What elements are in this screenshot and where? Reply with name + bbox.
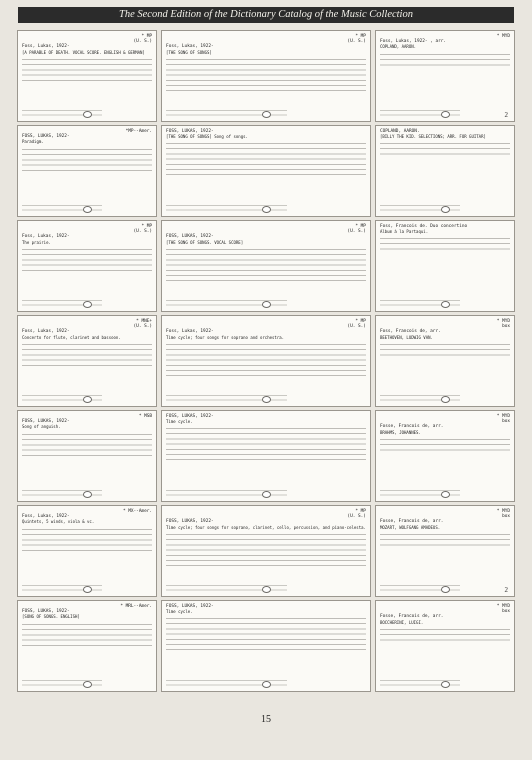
card-punch-hole bbox=[262, 586, 271, 593]
card-title: Time cycle. bbox=[166, 419, 193, 425]
card-punch-hole bbox=[262, 396, 271, 403]
card-punch-hole bbox=[262, 681, 271, 688]
card-text-lines bbox=[22, 147, 152, 173]
card-punch-hole bbox=[441, 586, 450, 593]
call-number-sub: (U. S.) bbox=[347, 229, 366, 235]
card-title: Album à la Partaqui. bbox=[379, 229, 429, 235]
call-number-sub: (U. S.) bbox=[133, 324, 153, 330]
catalog-card bbox=[161, 125, 371, 217]
card-title: [THE SONG OF SONGS. VOCAL SCORE] bbox=[166, 239, 244, 245]
card-text-lines bbox=[380, 437, 510, 453]
card-punch-hole bbox=[441, 301, 450, 308]
card-title: Time cycle; four songs for soprano and orchestra. bbox=[166, 334, 285, 340]
card-title: MOZART, WOLFGANG AMADEUS. bbox=[379, 524, 441, 530]
card-heading: Fosse, Francois de, arr. bbox=[379, 519, 444, 525]
catalog-card bbox=[375, 505, 515, 597]
call-number: * MP bbox=[355, 224, 366, 229]
card-punch-hole bbox=[83, 586, 92, 593]
card-punch-hole bbox=[83, 206, 92, 213]
card-text-lines bbox=[22, 247, 152, 273]
call-number-sub: (U. S.) bbox=[133, 229, 153, 235]
call-number: * MYD bbox=[496, 509, 510, 514]
catalog-card bbox=[375, 600, 515, 692]
card-text-lines bbox=[380, 627, 510, 643]
card-heading: FOSS, LUKAS, 1922- bbox=[22, 134, 70, 140]
call-number: * MRL--Amer. bbox=[120, 604, 153, 609]
card-punch-hole bbox=[83, 491, 92, 498]
card-punch-hole bbox=[262, 111, 271, 118]
card-title: [BILLY THE KID. SELECTIONS; ARR. FOR GUITAR] bbox=[379, 134, 486, 140]
card-heading: FOSS, LUKAS, 1922- bbox=[166, 414, 214, 419]
call-number: * MYD bbox=[496, 34, 510, 39]
call-number-sub: (U. S.) bbox=[133, 39, 153, 45]
card-title: Song of anguish. bbox=[22, 424, 61, 430]
card-heading: Foss, Lukas, 1922- bbox=[22, 234, 70, 240]
card-text-lines bbox=[380, 532, 510, 548]
card-heading: Foss, Francois de, arr. bbox=[379, 329, 441, 335]
catalog-card bbox=[17, 600, 157, 692]
card-text-lines bbox=[166, 616, 366, 652]
card-title: Time cycle; four songs for soprano, clarinet, cello, percussion, and piano-celesta. bbox=[166, 524, 366, 530]
card-title: Quintets, 5 winds, viola & vc. bbox=[22, 519, 95, 525]
card-title: COPLAND, AARON. bbox=[379, 44, 417, 50]
call-number-sub: (U. S.) bbox=[347, 324, 366, 330]
call-number: * MP bbox=[355, 319, 366, 324]
card-punch-hole bbox=[441, 491, 450, 498]
call-number-sub: box bbox=[502, 514, 510, 520]
call-number: * MP bbox=[141, 34, 153, 39]
card-text-lines bbox=[380, 236, 510, 252]
card-punch-hole bbox=[441, 396, 450, 403]
call-number: * MX--Amer. bbox=[122, 509, 153, 514]
catalog-card bbox=[17, 30, 157, 122]
card-heading: Fosse, Francois de, arr. bbox=[379, 424, 444, 430]
catalog-card bbox=[161, 410, 371, 502]
card-text-lines bbox=[380, 342, 510, 358]
card-punch-hole bbox=[441, 206, 450, 213]
catalog-card bbox=[375, 410, 515, 502]
card-heading: Foss, Lukas, 1922- , arr. bbox=[379, 39, 447, 45]
card-heading: FOSS, LUKAS, 1922- bbox=[166, 234, 214, 240]
card-title: BEETHOVEN, LUDWIG VAN. bbox=[379, 334, 433, 340]
card-punch-hole bbox=[83, 681, 92, 688]
card-text-lines bbox=[380, 52, 510, 68]
card-title: BRAHMS, JOHANNES. bbox=[379, 429, 421, 435]
card-punch-hole bbox=[441, 111, 450, 118]
card-text-lines bbox=[166, 141, 366, 177]
call-number: * MYD bbox=[496, 319, 510, 324]
card-heading: Foss, Lukas, 1922- bbox=[22, 44, 70, 50]
card-title: [THE SONG OF SONGS] Song of songs. bbox=[166, 134, 248, 140]
call-number-sub: box bbox=[502, 324, 510, 330]
card-punch-hole bbox=[83, 111, 92, 118]
page-header: The Second Edition of the Dictionary Catalog of the Music Collection bbox=[18, 7, 514, 23]
call-number-sub: box bbox=[502, 419, 510, 425]
catalog-card bbox=[161, 30, 371, 122]
card-text-lines bbox=[166, 247, 366, 283]
card-text-lines bbox=[22, 527, 152, 553]
card-text-lines bbox=[166, 426, 366, 462]
catalog-card bbox=[161, 505, 371, 597]
card-title: [THE SONG OF SONGS] bbox=[166, 49, 212, 55]
card-heading: Foss, Lukas, 1922- bbox=[166, 329, 214, 335]
page-number: 15 bbox=[261, 714, 271, 725]
catalog-card bbox=[375, 125, 515, 217]
call-number: * MYD bbox=[496, 604, 510, 609]
card-text-lines bbox=[22, 342, 152, 368]
card-title: Concerto for flute, clarinet and bassoon. bbox=[22, 334, 121, 340]
card-heading: FOSS, LUKAS, 1922- bbox=[166, 129, 214, 134]
card-punch-hole bbox=[262, 491, 271, 498]
card-heading: Foss, Lukas, 1922- bbox=[22, 514, 70, 520]
catalog-card bbox=[161, 315, 371, 407]
catalog-card bbox=[375, 30, 515, 122]
handwritten-mark: 2 bbox=[504, 585, 508, 594]
card-text-lines bbox=[22, 432, 152, 458]
catalog-card bbox=[17, 125, 157, 217]
call-number: * MP bbox=[355, 34, 366, 39]
card-heading: Fosse, Francois de, arr. bbox=[379, 614, 444, 620]
card-title: The prairie. bbox=[22, 239, 51, 245]
card-text-lines bbox=[166, 342, 366, 378]
card-heading: COPLAND, AARON. bbox=[379, 129, 420, 134]
card-heading: FOSS, LUKAS, 1922- bbox=[166, 519, 214, 525]
catalog-card bbox=[375, 315, 515, 407]
card-title: [A PARABLE OF DEATH. VOCAL SCORE. ENGLISH & GERMAN] bbox=[22, 49, 145, 55]
catalog-card bbox=[375, 220, 515, 312]
card-punch-hole bbox=[262, 301, 271, 308]
call-number: * MP bbox=[355, 509, 366, 514]
handwritten-mark: 2 bbox=[504, 110, 508, 119]
catalog-card bbox=[17, 505, 157, 597]
call-number: * MSB bbox=[138, 414, 153, 419]
catalog-card bbox=[17, 410, 157, 502]
catalog-card bbox=[17, 315, 157, 407]
card-title: BOCCHERINI, LUIGI. bbox=[379, 619, 424, 625]
card-text-lines bbox=[166, 532, 366, 568]
call-number-sub: (U. S.) bbox=[347, 514, 366, 520]
card-text-lines bbox=[166, 57, 366, 93]
card-heading: FOSS, LUKAS, 1922- bbox=[22, 419, 70, 425]
catalog-card bbox=[17, 220, 157, 312]
card-punch-hole bbox=[83, 301, 92, 308]
card-punch-hole bbox=[441, 681, 450, 688]
call-number: * MP bbox=[141, 224, 153, 229]
catalog-card bbox=[161, 220, 371, 312]
card-text-lines bbox=[22, 622, 152, 648]
card-heading: FOSS, LUKAS, 1922- bbox=[166, 604, 214, 609]
call-number: *MP--Amer. bbox=[125, 129, 153, 134]
card-grid bbox=[17, 30, 515, 692]
call-number-sub: (U. S.) bbox=[347, 39, 366, 45]
call-number: * MNE+ bbox=[136, 319, 153, 324]
card-punch-hole bbox=[83, 396, 92, 403]
card-title: [SONG OF SONGS. ENGLISH] bbox=[22, 614, 80, 620]
card-text-lines bbox=[22, 57, 152, 83]
card-title: Time cycle. bbox=[166, 609, 193, 615]
card-heading: Foss, Lukas, 1922- bbox=[166, 44, 214, 50]
card-text-lines bbox=[380, 141, 510, 157]
card-punch-hole bbox=[262, 206, 271, 213]
card-heading: Foss, Francois de. Duo concertino bbox=[379, 224, 468, 229]
card-heading: FOSS, LUKAS, 1922- bbox=[22, 609, 70, 615]
card-heading: Foss, Lukas, 1922- bbox=[22, 329, 70, 335]
call-number-sub: box bbox=[502, 609, 510, 615]
card-title: Paradigm. bbox=[22, 139, 44, 145]
call-number: * MYD bbox=[496, 414, 510, 419]
catalog-card bbox=[161, 600, 371, 692]
